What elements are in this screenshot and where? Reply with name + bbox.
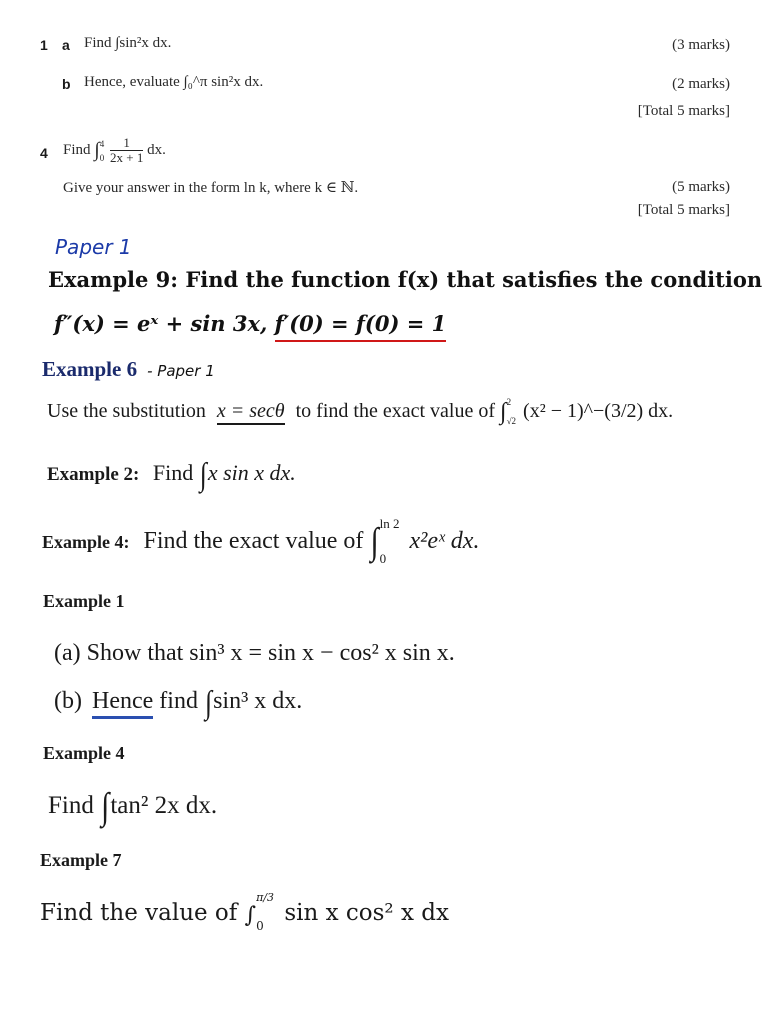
question-4-total: [Total 5 marks] bbox=[637, 202, 730, 218]
example-7-line bbox=[40, 891, 449, 933]
example-9-heading: Example 9: Find the function f(x) that satisfies the condition bbox=[48, 267, 763, 292]
example-6-note: - Paper 1 bbox=[147, 362, 215, 380]
question-4-answer-form: Give your answer in the form ln k, where k ∈ ℕ. bbox=[63, 180, 359, 196]
question-1b-marks: (2 marks) bbox=[672, 76, 730, 92]
example-2-line bbox=[47, 456, 296, 493]
example-6-text-after: to find the exact value of bbox=[295, 400, 495, 422]
example-6-header bbox=[42, 357, 215, 382]
example-7-integrand: sin x cos² x dx bbox=[284, 900, 449, 926]
integral-sign-icon: ∫ bbox=[101, 785, 110, 827]
integral-sign-icon: ∫ bbox=[500, 399, 507, 425]
question-1b-text: Hence, evaluate ∫₀^π sin²x dx. bbox=[84, 74, 264, 90]
question-4-find: Find bbox=[63, 141, 91, 158]
integral-sign-icon: ∫ bbox=[199, 456, 207, 493]
integral-sign-icon: ∫ bbox=[370, 520, 379, 562]
integral-sign-icon: ∫ bbox=[204, 684, 213, 721]
example-2-integrand: x sin x dx. bbox=[207, 460, 296, 485]
example-4a-line bbox=[42, 516, 480, 567]
example-6-integrand: (x² − 1)^−(3/2) dx. bbox=[523, 400, 674, 422]
question-4-upper-limit: 4 bbox=[99, 138, 105, 149]
question-4-lower-limit: 0 bbox=[99, 152, 105, 163]
example-6-text-before: Use the substitution bbox=[47, 400, 206, 422]
example-7-label: Example 7 bbox=[40, 850, 122, 870]
example-4a-label: Example 4: bbox=[42, 532, 130, 552]
example-4a-integrand: x²eˣ dx. bbox=[409, 528, 480, 554]
example-2-find: Find bbox=[152, 460, 194, 485]
example-2-label: Example 2: bbox=[47, 464, 140, 485]
example-6-substitution: x = secθ bbox=[217, 400, 285, 425]
question-4-number: 4 bbox=[40, 145, 48, 161]
example-9-condition-underlined: f′(0) = f(0) = 1 bbox=[275, 311, 447, 342]
question-1-total: [Total 5 marks] bbox=[637, 103, 730, 119]
question-1-number: 1 bbox=[40, 37, 48, 53]
example-4b-label: Example 4 bbox=[43, 743, 125, 763]
example-1-part-b-label: (b) bbox=[54, 688, 82, 714]
integral-sign-icon: ∫ bbox=[244, 903, 257, 928]
example-4a-upper-limit: ln 2 bbox=[379, 516, 400, 532]
example-4a-text: Find the exact value of bbox=[143, 528, 364, 554]
question-4-text bbox=[63, 136, 166, 165]
example-1-part-b bbox=[54, 684, 303, 721]
example-1-part-a: (a) Show that sin³ x = sin x − cos² x sin x. bbox=[54, 640, 455, 666]
question-4-denominator: 2x + 1 bbox=[110, 150, 144, 165]
example-9-condition bbox=[54, 311, 446, 336]
example-6-upper-limit: 2 bbox=[506, 397, 512, 408]
example-7-text: Find the value of bbox=[40, 900, 238, 926]
example-4b-find: Find bbox=[48, 792, 94, 819]
question-1a-label: a bbox=[62, 37, 70, 53]
question-4-marks: (5 marks) bbox=[672, 179, 730, 195]
example-7-lower-limit: 0 bbox=[256, 919, 264, 933]
question-4-fraction bbox=[110, 136, 143, 165]
example-9-condition-main: f″(x) = eˣ + sin 3x, bbox=[54, 311, 275, 336]
example-4a-lower-limit: 0 bbox=[379, 551, 387, 567]
paper-1-note: Paper 1 bbox=[55, 235, 132, 259]
example-6-text bbox=[47, 399, 673, 426]
example-1-hence: Hence bbox=[92, 688, 153, 719]
example-6-label: Example 6 bbox=[42, 357, 138, 381]
question-1a-text: Find ∫sin²x dx. bbox=[84, 35, 172, 51]
example-7-upper-limit: π/3 bbox=[256, 891, 275, 904]
question-4-numerator: 1 bbox=[110, 136, 143, 151]
example-6-lower-limit: √2 bbox=[506, 416, 517, 427]
question-1a-marks: (3 marks) bbox=[672, 37, 730, 53]
integral-sign-icon: ∫ bbox=[94, 138, 100, 161]
example-4b-line bbox=[48, 785, 218, 827]
question-4-dx: dx. bbox=[147, 141, 166, 158]
example-1-part-b-rest: find bbox=[159, 688, 198, 714]
example-1-label: Example 1 bbox=[43, 591, 125, 611]
question-1b-label: b bbox=[62, 76, 71, 92]
example-4b-integrand: tan² 2x dx. bbox=[110, 792, 218, 819]
example-1-part-b-integrand: sin³ x dx. bbox=[213, 688, 303, 714]
